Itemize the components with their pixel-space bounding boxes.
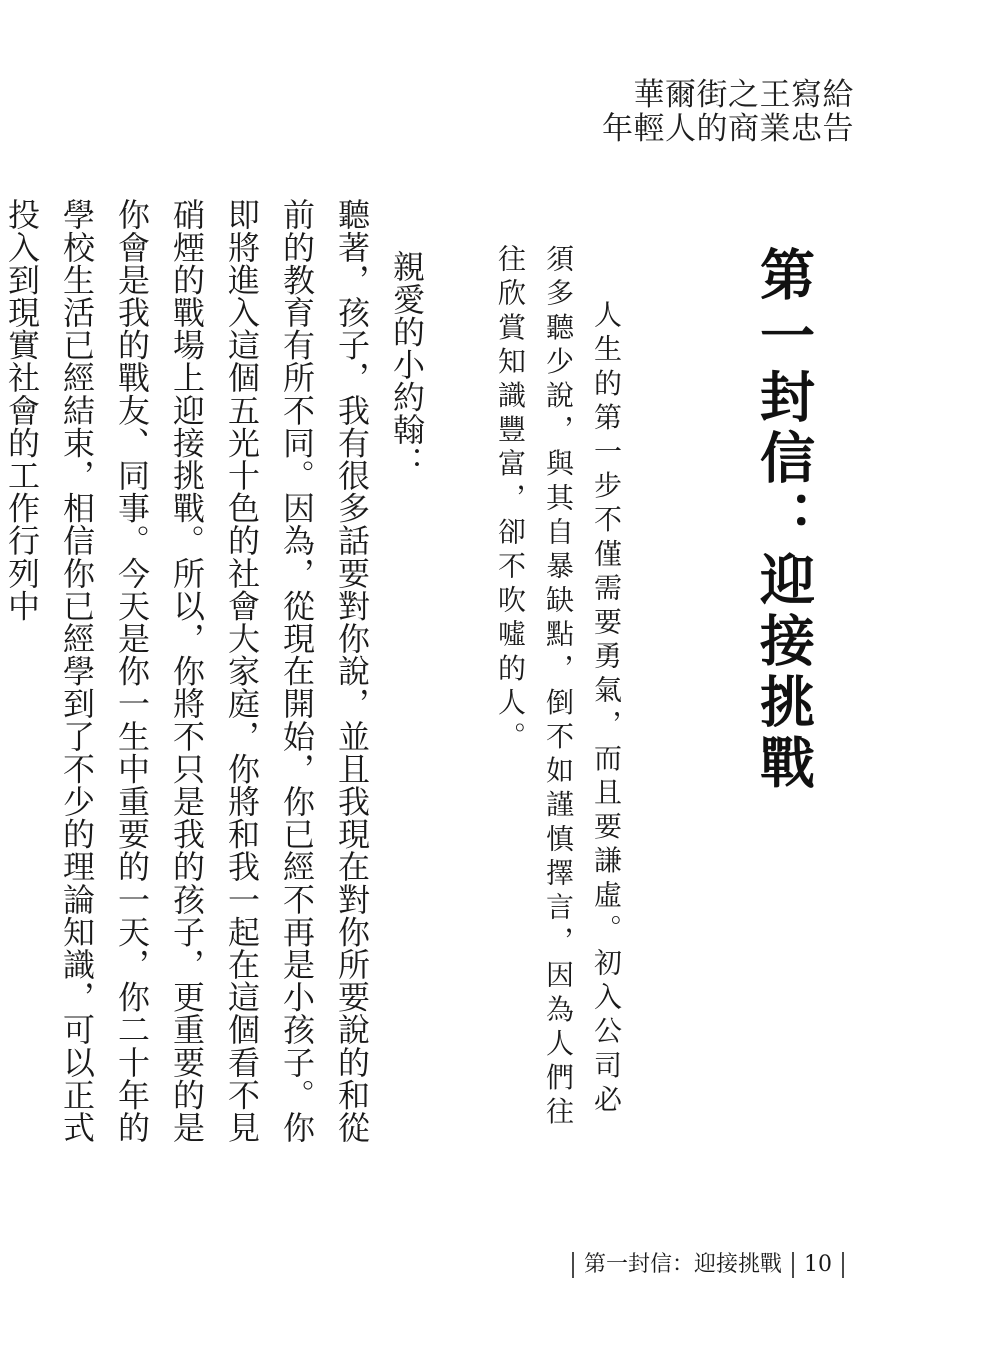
chapter-epigraph [494,244,630,1144]
book-title-line-2: 年輕人的商業忠告 [602,111,854,147]
letter-body [3,198,434,1158]
page-footer [562,1250,854,1280]
running-header-book-title [602,78,854,146]
footer-divider-left [572,1252,574,1278]
letter-paragraph: 聽著，孩子，我有很多話要對你說，並且我現在對你所要說的和從前的教育有所不同。因為，從現在開始，你已經不再是小孩子。你即將進入這個五光十色的社會大家庭，你將和我一起在這個看不見硝煙的戰場上迎接挑戰。所以，你將不只是我的孩子，更重要的是你會是我的戰友、同事。今天是你一生中重要的一天，你二十年的學校生活已經結束，相信你已經學到了不少的理論知識，可以正式投入到現實社會的工作行列中 [3,198,371,1144]
footer-divider-middle [792,1252,794,1278]
footer-running-title: 第一封信：迎接挑戰 [583,1252,782,1277]
page-number: 10 [804,1252,832,1277]
footer-divider-right [842,1252,844,1278]
chapter-title: 第一封信：迎接挑戰 [751,246,816,795]
letter-salutation: 親愛的小約翰： [388,250,426,479]
epigraph-text: 人生的第一步不僅需要勇氣，而且要謙虛。初入公司必須多聽少說，與其自暴缺點，倒不如謹慎擇言，因為人們往往欣賞知識豐富，卻不吹噓的人。 [494,244,623,1131]
book-title-line-1: 華爾街之王寫給 [633,77,854,113]
